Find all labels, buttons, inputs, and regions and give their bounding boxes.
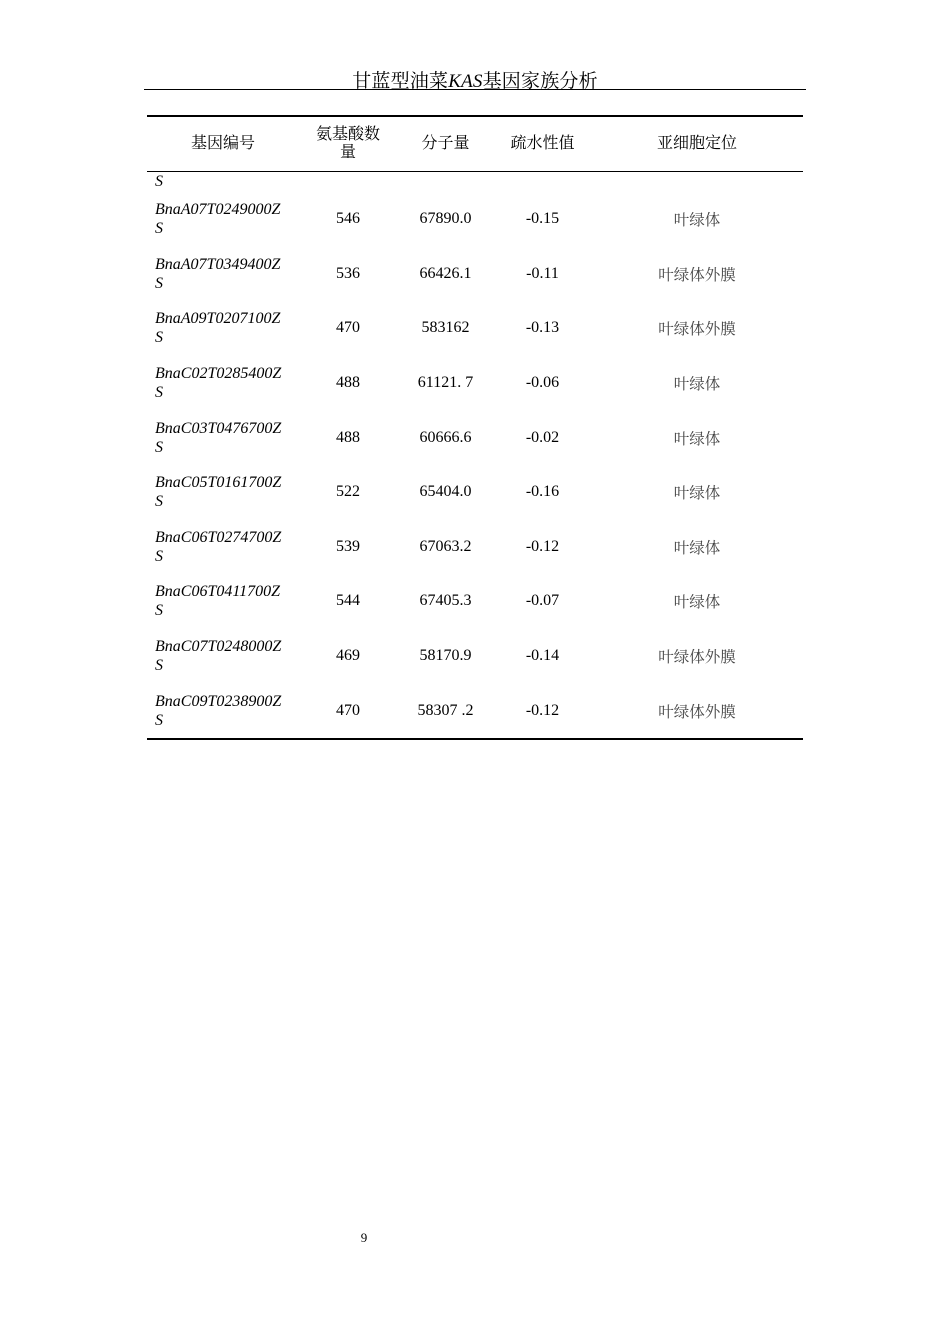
table-row [147,356,803,411]
subcellular-location-cell: 叶绿体 [673,484,721,503]
gene-id-cell [147,247,299,302]
gene-id-line1: BnaA07T0249000Z [155,201,281,219]
table-row [147,192,803,247]
table-row [147,410,803,465]
hydrophobicity-cell: -0.14 [525,647,560,665]
hydrophobicity-cell: -0.12 [525,701,560,719]
empty-cell [494,172,591,193]
col-header-gene-id: 基因编号 [190,135,255,152]
header-title-italic: KAS [448,71,483,92]
table-header [147,116,803,172]
gene-id-cell [147,465,299,520]
header-rule [144,89,806,90]
hydrophobicity-cell: -0.06 [525,374,560,392]
continuation-cell: S [155,173,163,190]
molecular-weight-cell: 66426.1 [419,264,472,282]
gene-id-cell [147,410,299,465]
gene-id-line1: BnaC09T0238900Z [155,692,282,710]
subcellular-location-cell: 叶绿体外膜 [658,265,736,284]
subcellular-location-cell: 叶绿体外膜 [658,702,736,721]
gene-id-cell [147,683,299,739]
subcellular-location-cell: 叶绿体 [673,538,721,557]
gene-id-cell [147,356,299,411]
table-row [147,574,803,629]
hydrophobicity-cell: -0.12 [525,537,560,555]
table-row [147,629,803,684]
empty-cell [591,172,803,193]
subcellular-location-cell: 叶绿体 [673,429,721,448]
gene-table-container [147,115,803,740]
table-row [147,520,803,575]
table-row [147,683,803,739]
gene-id-line2: S [155,711,163,729]
molecular-weight-cell: 60666.6 [419,428,472,446]
amino-acid-count-cell: 470 [336,319,360,337]
col-header-molecular-weight: 分子量 [421,135,470,152]
gene-id-line2: S [155,329,163,347]
gene-id-line1: BnaC06T0411700Z [155,583,281,601]
amino-acid-count-cell: 488 [336,428,360,446]
gene-id-line2: S [155,220,163,238]
amino-acid-count-cell: 470 [336,701,360,719]
amino-acid-count-cell: 536 [336,264,360,282]
col-header-amino-acids-label: 氨基酸数量 [315,126,380,161]
gene-id-line2: S [155,274,163,292]
hydrophobicity-cell: -0.16 [525,483,560,501]
hydrophobicity-cell: -0.02 [525,428,560,446]
table-row [147,465,803,520]
molecular-weight-cell: 61121. 7 [417,374,474,392]
header-title-part2: 基因家族分析 [482,71,598,92]
gene-id-cell [147,192,299,247]
molecular-weight-cell: 67890.0 [419,210,472,228]
gene-id-cell [147,574,299,629]
page-number: 9 [360,1230,368,1245]
gene-id-cell [147,301,299,356]
table-row [147,247,803,302]
gene-id-line1: BnaC02T0285400Z [155,365,282,383]
table-body [147,172,803,739]
subcellular-location-cell: 叶绿体 [673,593,721,612]
gene-id-line2: S [155,602,163,620]
gene-id-line1: BnaC03T0476700Z [155,419,282,437]
gene-id-line1: BnaC05T0161700Z [155,474,282,492]
gene-id-line1: BnaC07T0248000Z [155,638,282,656]
col-header-subcellular-location: 亚细胞定位 [656,135,737,152]
hydrophobicity-cell: -0.15 [525,210,560,228]
amino-acid-count-cell: 488 [336,374,360,392]
gene-id-line1: BnaA07T0349400Z [155,255,281,273]
gene-id-line1: BnaA09T0207100Z [155,310,281,328]
molecular-weight-cell: 67063.2 [419,537,472,555]
amino-acid-count-cell: 544 [336,592,360,610]
gene-properties-table [147,115,803,740]
hydrophobicity-cell: -0.13 [525,319,560,337]
empty-cell [299,172,397,193]
table-header-row [147,116,803,172]
amino-acid-count-cell: 522 [336,483,360,501]
empty-cell [397,172,494,193]
gene-id-line2: S [155,657,163,675]
subcellular-location-cell: 叶绿体 [673,211,721,230]
hydrophobicity-cell: -0.07 [525,592,560,610]
molecular-weight-cell: 67405.3 [419,592,472,610]
molecular-weight-cell: 58170.9 [419,647,472,665]
gene-id-line2: S [155,547,163,565]
amino-acid-count-cell: 469 [336,647,360,665]
col-header-hydrophobicity: 疏水性值 [510,135,575,152]
amino-acid-count-cell: 539 [336,537,360,555]
gene-id-cell [147,520,299,575]
gene-id-line2: S [155,384,163,402]
amino-acid-count-cell: 546 [336,210,360,228]
header-title-part1: 甘蓝型油菜 [352,71,449,92]
table-row [147,301,803,356]
continuation-row [147,172,803,193]
subcellular-location-cell: 叶绿体 [673,375,721,394]
col-header-amino-acids [299,116,397,172]
gene-id-line1: BnaC06T0274700Z [155,528,282,546]
molecular-weight-cell: 583162 [421,319,470,337]
subcellular-location-cell: 叶绿体外膜 [658,648,736,667]
hydrophobicity-cell: -0.11 [526,264,559,282]
molecular-weight-cell: 65404.0 [419,483,472,501]
gene-id-line2: S [155,493,163,511]
molecular-weight-cell: 58307 .2 [417,701,474,719]
gene-id-cell [147,629,299,684]
gene-id-line2: S [155,438,163,456]
subcellular-location-cell: 叶绿体外膜 [658,320,736,339]
